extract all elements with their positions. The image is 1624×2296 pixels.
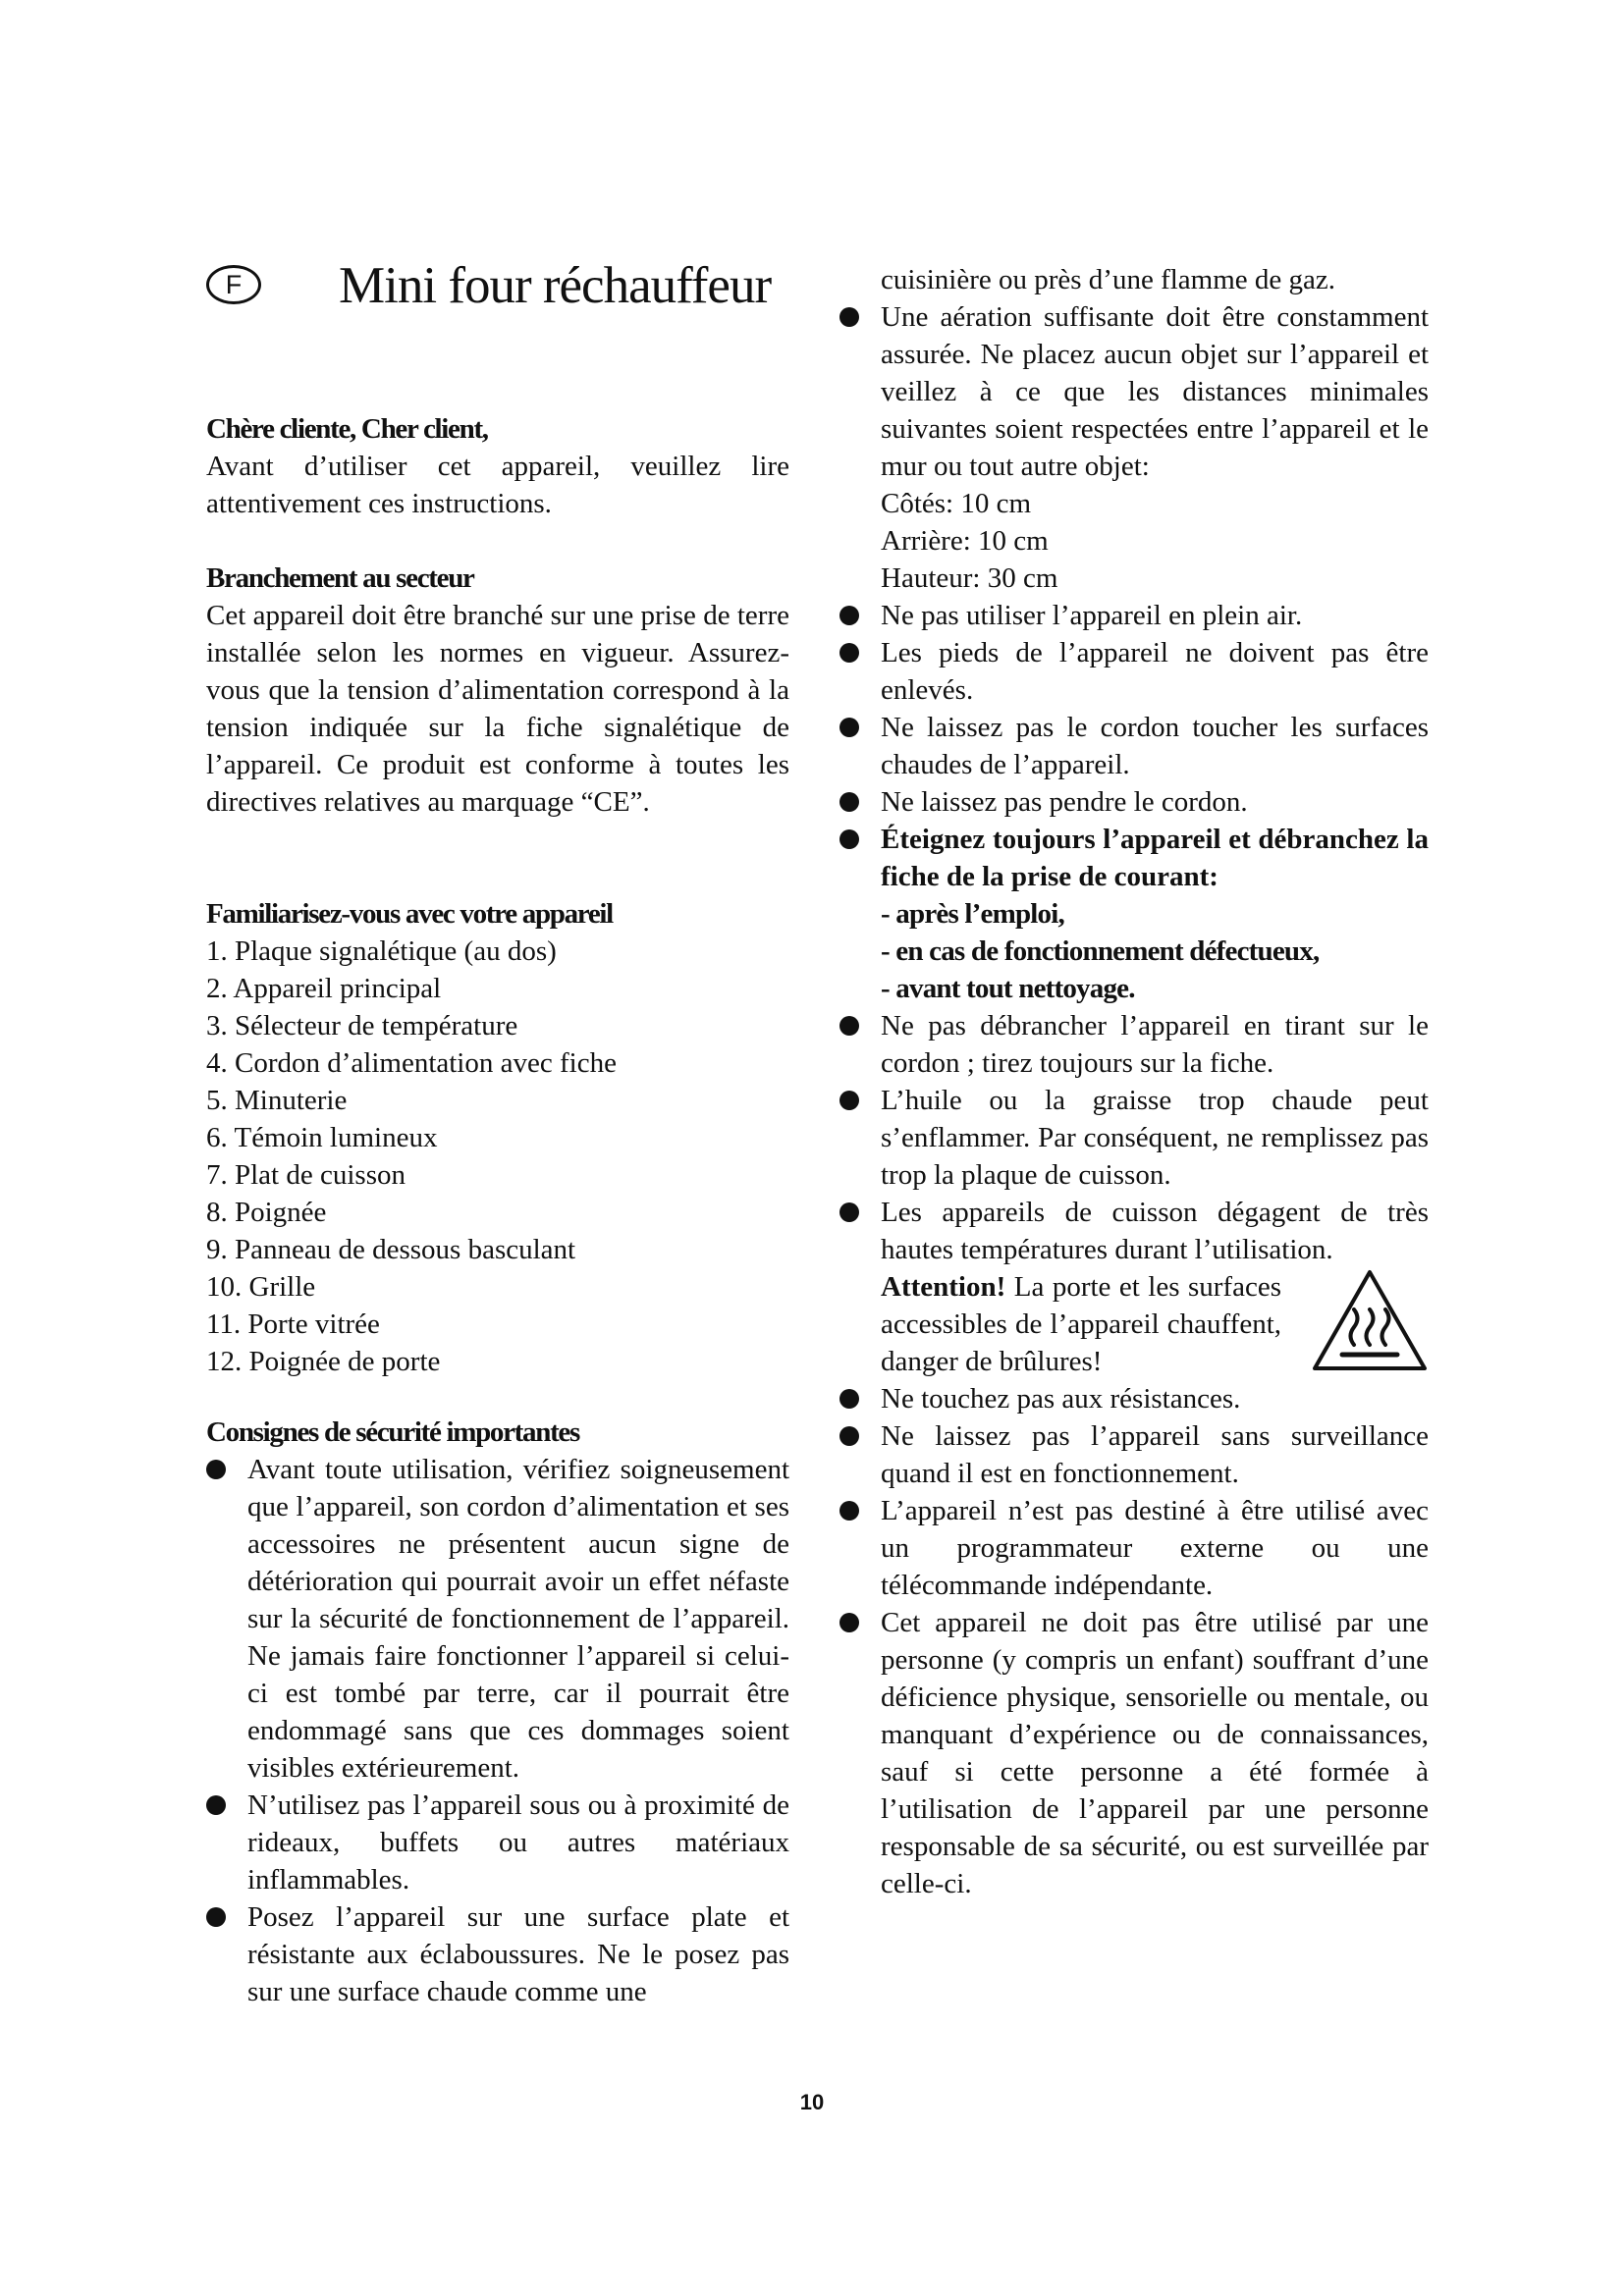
sub-item: - avant tout nettoyage. (881, 973, 1135, 1004)
bullet-icon (839, 1016, 859, 1036)
list-item (839, 1194, 1429, 1380)
distance-sides: Côtés: 10 cm (881, 488, 1032, 519)
item-text: Ne pas utiliser l’appareil en plein air. (881, 600, 1303, 631)
list-item: 5. Minuterie (206, 1085, 348, 1116)
list-item (839, 634, 1429, 709)
right-column-flow (839, 261, 1429, 1902)
bullet-icon (839, 1389, 859, 1409)
bullet-icon (206, 1907, 226, 1927)
language-badge (206, 265, 261, 304)
bullet-icon (839, 1202, 859, 1222)
bullet-icon (839, 792, 859, 812)
page-number: 10 (799, 2090, 825, 2114)
unplug-sub-list (881, 895, 1429, 1007)
list-item (206, 1787, 789, 1898)
bullet-icon (839, 718, 859, 737)
list-item: 7. Plat de cuisson (206, 1159, 406, 1191)
sub-item: - en cas de fonctionnement défectueux, (881, 935, 1320, 967)
list-item: 12. Poignée de porte (206, 1346, 441, 1377)
bullet-icon (839, 1613, 859, 1632)
list-item (839, 709, 1429, 783)
list-item: 10. Grille (206, 1271, 316, 1303)
bullet-icon (839, 829, 859, 849)
hot-surface-warning-icon (1311, 1268, 1429, 1372)
safety-list-left (206, 1451, 789, 2010)
bullet-icon (839, 1091, 859, 1110)
list-item (839, 597, 1429, 634)
greeting-heading: Chère cliente, Cher client, (206, 413, 488, 445)
attention-block (881, 1268, 1429, 1380)
bullet-icon (206, 1460, 226, 1479)
item-text: Éteignez toujours l’appareil et débranchez la fiche de la prise de courant: (881, 824, 1429, 892)
mains-text: Cet appareil doit être branché sur une prise de terre installée selon les normes en vigueur. Assurez-vous que la tension d’alimentation correspond à la tension indiquée sur la fiche signalétique de l’appareil. Ce produit est conforme à toutes les directives relatives au marquage “CE”. (206, 600, 789, 818)
safety-list-right (839, 298, 1429, 1902)
safety-heading: Consignes de sécurité importantes (206, 1416, 579, 1448)
page-title: Mini four réchauffeur (339, 257, 772, 314)
list-item (839, 821, 1429, 1007)
item-text: Ne touchez pas aux résistances. (881, 1383, 1241, 1415)
list-item: 6. Témoin lumineux (206, 1122, 438, 1153)
greeting-section (206, 410, 789, 522)
attention-text: La porte et les surfaces accessibles de l’appareil chauffent, danger de brûlures! (881, 1271, 1281, 1377)
list-item (839, 1082, 1429, 1194)
item-text: Ne laissez pas l’appareil sans surveillance quand il est en fonctionnement. (881, 1420, 1429, 1489)
bullet-icon (839, 307, 859, 327)
parts-list (206, 933, 789, 1380)
list-item: 2. Appareil principal (206, 973, 442, 1004)
item-text: Les appareils de cuisson dégagent de très hautes températures durant l’utilisation. (881, 1197, 1429, 1265)
list-item (839, 298, 1429, 597)
sub-item: - après l’emploi, (881, 898, 1064, 930)
list-item: 11. Porte vitrée (206, 1308, 380, 1340)
list-item (206, 1898, 789, 2010)
item-text: L’huile ou la graisse trop chaude peut s’enflammer. Par conséquent, ne remplissez pas trop la plaque de cuisson. (881, 1085, 1429, 1191)
list-item: 8. Poignée (206, 1197, 327, 1228)
list-item (839, 1492, 1429, 1604)
item-text: Une aération suffisante doit être constamment assurée. Ne placez aucun objet sur l’appareil et veillez à ce que les distances minimales suivantes soient respectées entre l’appareil et le mur ou tout autre objet: (881, 301, 1429, 482)
item-text: N’utilisez pas l’appareil sous ou à proximité de rideaux, buffets ou autres matériaux inflammables. (247, 1789, 789, 1896)
bullet-icon (839, 643, 859, 663)
list-item: 3. Sélecteur de température (206, 1010, 518, 1041)
list-item (839, 1604, 1429, 1902)
continuation-text: cuisinière ou près d’une flamme de gaz. (881, 264, 1336, 295)
list-item (839, 1417, 1429, 1492)
distance-back: Arrière: 10 cm (881, 525, 1049, 557)
language-code: F (225, 269, 243, 299)
item-text: L’appareil n’est pas destiné à être utilisé avec un programmateur externe ou une télécommande indépendante. (881, 1495, 1429, 1601)
safety-section (206, 1414, 789, 2010)
parts-section (206, 895, 789, 1380)
bullet-icon (839, 1426, 859, 1446)
item-text: Avant toute utilisation, vérifiez soigneusement que l’appareil, son cordon d’alimentation et ses accessoires ne présentent aucun signe de détérioration qui pourrait avoir un effet néfaste sur la sécurité de fonctionnement de l’appareil. Ne jamais faire fonctionner l’appareil si celui-ci est tombé par terre, car il pourrait être endommagé sans que ces dommages soient visibles extérieurement. (247, 1454, 789, 1784)
item-text: Ne laissez pas pendre le cordon. (881, 786, 1248, 818)
list-item (839, 1007, 1429, 1082)
item-text: Les pieds de l’appareil ne doivent pas être enlevés. (881, 637, 1429, 706)
distance-height: Hauteur: 30 cm (881, 562, 1058, 594)
list-item: 1. Plaque signalétique (au dos) (206, 935, 557, 967)
mains-section (206, 560, 789, 821)
parts-heading: Familiarisez-vous avec votre appareil (206, 898, 613, 930)
bullet-icon (839, 1501, 859, 1521)
attention-label: Attention! (881, 1271, 1006, 1303)
list-item: 4. Cordon d’alimentation avec fiche (206, 1047, 617, 1079)
item-text: Posez l’appareil sur une surface plate et résistante aux éclaboussures. Ne le posez pas sur une surface chaude comme une (247, 1901, 789, 2007)
list-item (839, 783, 1429, 821)
mains-heading: Branchement au secteur (206, 562, 474, 594)
item-text: Ne pas débrancher l’appareil en tirant sur le cordon ; tirez toujours sur la fiche. (881, 1010, 1429, 1079)
item-text: Ne laissez pas le cordon toucher les surfaces chaudes de l’appareil. (881, 712, 1429, 780)
bullet-icon (206, 1795, 226, 1815)
list-item: 9. Panneau de dessous basculant (206, 1234, 576, 1265)
greeting-text: Avant d’utiliser cet appareil, veuillez lire attentivement ces instructions. (206, 451, 789, 519)
list-item (206, 1451, 789, 1787)
item-text: Cet appareil ne doit pas être utilisé par une personne (y compris un enfant) souffrant d’une déficience physique, sensorielle ou mentale, ou manquant d’expérience ou de connaissances, sauf si cette personne a été formée à l’utilisation de l’appareil par une personne responsable de sa sécurité, ou est surveillée par celle-ci. (881, 1607, 1429, 1899)
bullet-icon (839, 606, 859, 625)
list-item (839, 1380, 1429, 1417)
